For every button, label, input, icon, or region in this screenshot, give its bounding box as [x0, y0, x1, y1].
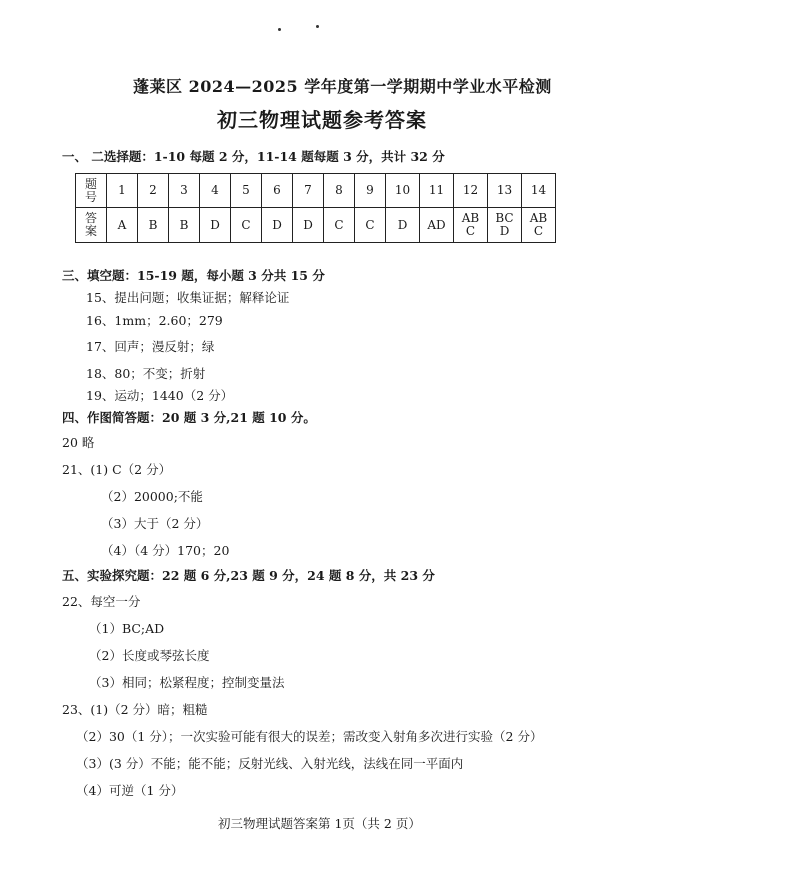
answer-cell: D	[262, 208, 293, 243]
question-cell: 1	[107, 174, 138, 208]
section1-title: 一、 二选择题：1-10 每题 2 分，11-14 题每题 3 分，共计 32 分	[62, 149, 445, 164]
answer-row	[76, 208, 556, 243]
answer-23-3: （3）(3 分）不能；能不能；反射光线、入射光线，法线在同一平面内	[76, 756, 464, 771]
question-cell: 11	[420, 174, 454, 208]
answer-21-3: （3）大于（2 分）	[101, 516, 209, 531]
answer-cell: AB C	[454, 208, 488, 243]
document-title: 蓬莱区 2024—2025 学年度第一学期期中学业水平检测	[133, 77, 552, 96]
answer-19: 19、运动；1440（2 分）	[86, 388, 234, 403]
answer-22-head: 22、每空一分	[62, 594, 141, 609]
question-row	[76, 174, 556, 208]
answer-22-3: （3）相同；松紧程度；控制变量法	[89, 675, 285, 690]
question-cell: 5	[231, 174, 262, 208]
document-subtitle: 初三物理试题参考答案	[217, 108, 427, 132]
page-footer: 初三物理试题答案第 1页（共 2 页）	[218, 816, 421, 831]
question-cell: 7	[293, 174, 324, 208]
section4-title: 四、作图简答题：20 题 3 分,21 题 10 分。	[62, 410, 316, 425]
section3-title: 三、填空题：15-19 题，每小题 3 分共 15 分	[62, 268, 325, 283]
question-cell: 9	[355, 174, 386, 208]
question-cell: 3	[169, 174, 200, 208]
speck	[316, 25, 319, 28]
answer-cell: AB C	[522, 208, 556, 243]
question-cell: 2	[138, 174, 169, 208]
answer-cell: C	[324, 208, 355, 243]
answer-cell: C	[231, 208, 262, 243]
answer-17: 17、回声；漫反射；绿	[86, 339, 215, 354]
question-cell: 6	[262, 174, 293, 208]
question-cell: 13	[488, 174, 522, 208]
answer-20: 20 略	[62, 435, 95, 450]
answer-21-4: （4）（4 分）170；20	[101, 543, 230, 558]
answer-table	[75, 173, 556, 243]
answer-22-1: （1）BC;AD	[89, 621, 165, 636]
answer-18: 18、80；不变；折射	[86, 366, 206, 381]
question-cell: 10	[386, 174, 420, 208]
speck	[278, 28, 281, 31]
row-label-question: 题 号	[76, 174, 107, 208]
row-label-answer: 答 案	[76, 208, 107, 243]
answer-15: 15、提出问题；收集证据；解释论证	[86, 290, 290, 305]
answer-cell: A	[107, 208, 138, 243]
answer-21-1: 21、(1) C（2 分）	[62, 462, 172, 477]
question-cell: 4	[200, 174, 231, 208]
answer-cell: AD	[420, 208, 454, 243]
answer-23-1: 23、(1)（2 分）暗；粗糙	[62, 702, 208, 717]
section5-title: 五、实验探究题：22 题 6 分,23 题 9 分，24 题 8 分，共 23 分	[62, 568, 435, 583]
answer-cell: D	[293, 208, 324, 243]
question-cell: 8	[324, 174, 355, 208]
answer-cell: C	[355, 208, 386, 243]
answer-cell: B	[138, 208, 169, 243]
answer-16: 16、1mm；2.60；279	[86, 313, 223, 328]
answer-23-4: （4）可逆（1 分）	[76, 783, 184, 798]
answer-22-2: （2）长度或琴弦长度	[89, 648, 210, 663]
answer-21-2: （2）20000;不能	[101, 489, 203, 504]
answer-cell: D	[200, 208, 231, 243]
answer-23-2: （2）30（1 分）；一次实验可能有很大的误差；需改变入射角多次进行实验（2 分）	[76, 729, 543, 744]
answer-cell: BC D	[488, 208, 522, 243]
question-cell: 12	[454, 174, 488, 208]
answer-cell: D	[386, 208, 420, 243]
answer-cell: B	[169, 208, 200, 243]
question-cell: 14	[522, 174, 556, 208]
